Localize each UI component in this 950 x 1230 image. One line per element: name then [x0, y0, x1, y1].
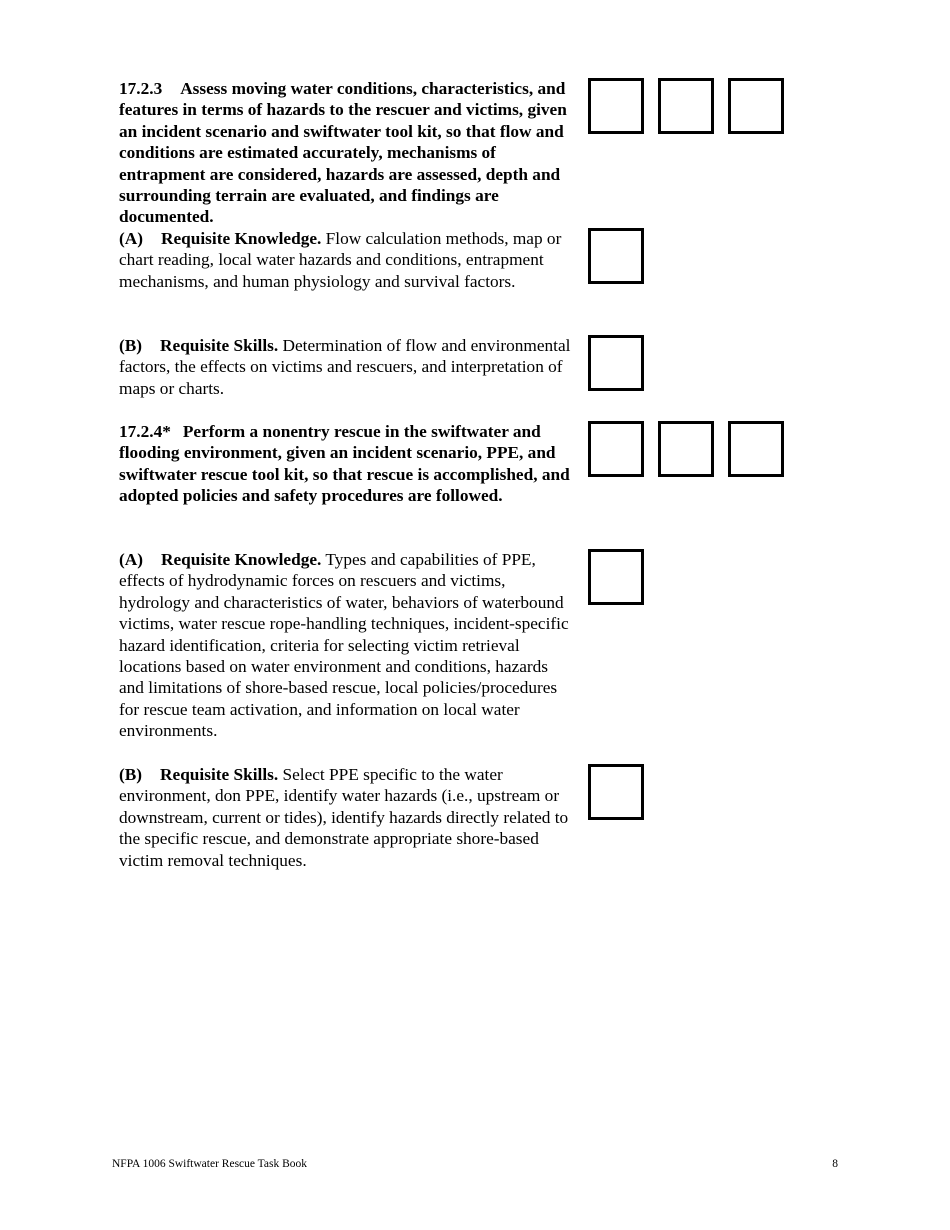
- item-text: Select PPE specific to the water environment, don PPE, identify water hazards (i.e., upstream or downstream, current or tides), identify hazards directly related to the specific rescue, and demonstrate appropriate shore-based victim removal techniques.: [119, 765, 569, 870]
- checkbox-group-17-2-4-b: [588, 764, 644, 820]
- item-text: Flow calculation methods, map or chart reading, local water hazards and conditions, entrapment mechanisms, and human physiology and survival factors.: [119, 229, 562, 291]
- signoff-checkbox[interactable]: [588, 764, 644, 820]
- signoff-checkbox[interactable]: [588, 549, 644, 605]
- section-17-2-3-knowledge: [119, 228, 574, 292]
- item-tag: (A): [119, 550, 143, 569]
- checkbox-group-17-2-3: [588, 78, 784, 134]
- item-text: Types and capabilities of PPE, effects of hydrodynamic forces on rescuers and victims, hydrology and characteristics of water, behaviors of waterbound victims, water rescue rope-handling techniques, incident-specific hazard identification, criteria for selecting victim retrieval locations based on water environment and conditions, hazards and limitations of shore-based rescue, local policies/procedures for rescue team activation, and information on local water environments.: [119, 550, 569, 741]
- section-title-text: Perform a nonentry rescue in the swiftwater and flooding environment, given an incident scenario, PPE, and swiftwater rescue tool kit, so that rescue is accomplished, and adopted policies and safety procedures are followed.: [119, 422, 570, 506]
- checkbox-group-17-2-4-a: [588, 549, 644, 605]
- section-17-2-4-knowledge: [119, 549, 574, 742]
- item-label: Requisite Knowledge.: [161, 550, 322, 569]
- checkbox-group-17-2-3-a: [588, 228, 644, 284]
- signoff-checkbox[interactable]: [588, 421, 644, 477]
- checkbox-group-17-2-4: [588, 421, 784, 477]
- item-label: Requisite Skills.: [160, 765, 279, 784]
- signoff-checkbox[interactable]: [658, 421, 714, 477]
- section-title-text: Assess moving water conditions, characteristics, and features in terms of hazards to the rescuer and victims, given an incident scenario and swiftwater tool kit, so that flow and conditions are estimated accurately, mechanisms of entrapment are considered, hazards are assessed, depth and surrounding terrain are evaluated, and findings are documented.: [119, 79, 567, 227]
- signoff-checkbox[interactable]: [728, 78, 784, 134]
- section-number: 17.2.3: [119, 79, 163, 98]
- page-number: 8: [832, 1158, 838, 1170]
- item-text: Determination of flow and environmental factors, the effects on victims and rescuers, and interpretation of maps or charts.: [119, 336, 571, 398]
- signoff-checkbox[interactable]: [728, 421, 784, 477]
- signoff-checkbox[interactable]: [588, 78, 644, 134]
- signoff-checkbox[interactable]: [588, 335, 644, 391]
- footer-title: NFPA 1006 Swiftwater Rescue Task Book: [112, 1158, 308, 1170]
- signoff-checkbox[interactable]: [658, 78, 714, 134]
- section-number: 17.2.4*: [119, 422, 171, 441]
- section-17-2-4-skills: [119, 764, 574, 871]
- item-tag: (A): [119, 229, 143, 248]
- checkbox-group-17-2-3-b: [588, 335, 644, 391]
- section-17-2-3-skills: [119, 335, 574, 399]
- section-17-2-4-title: [119, 421, 574, 507]
- item-label: Requisite Knowledge.: [161, 229, 322, 248]
- item-tag: (B): [119, 336, 143, 355]
- section-17-2-3-title: [119, 78, 574, 228]
- item-label: Requisite Skills.: [160, 336, 279, 355]
- signoff-checkbox[interactable]: [588, 228, 644, 284]
- item-tag: (B): [119, 765, 143, 784]
